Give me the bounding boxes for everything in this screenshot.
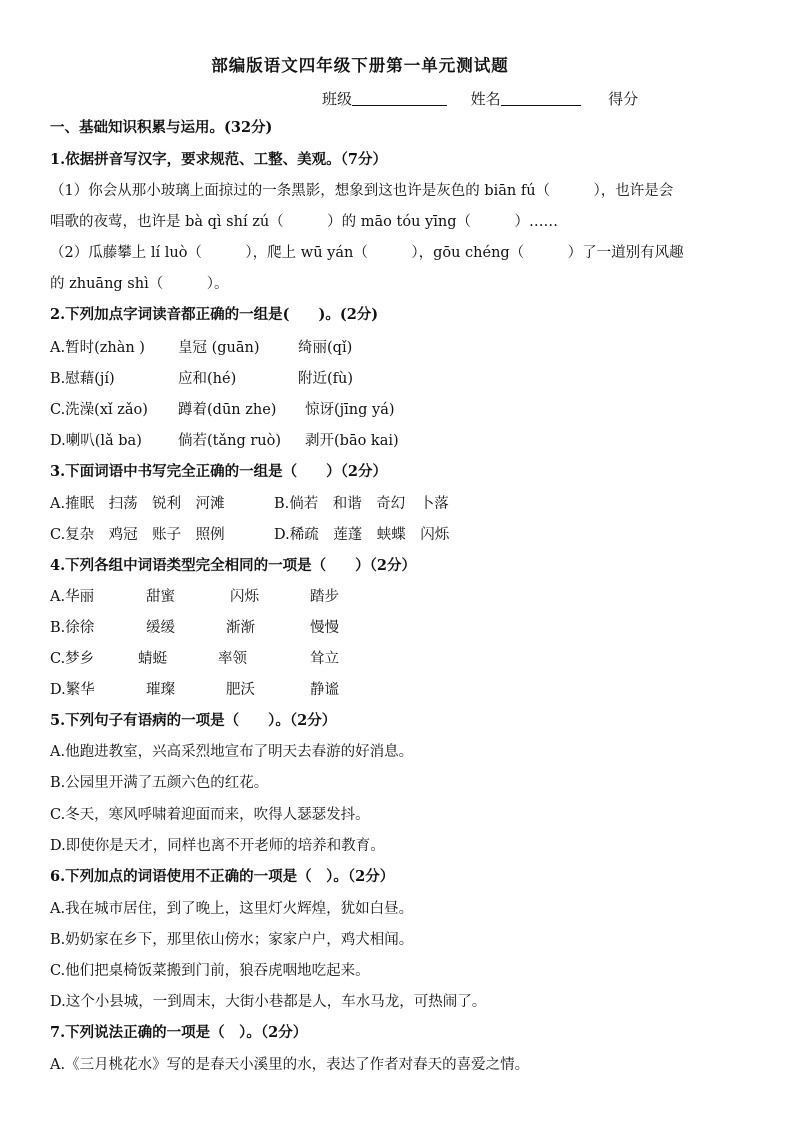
question-6-option-b: B.奶奶家在乡下，那里依山傍水；家家户户，鸡犬相闻。 [50, 932, 414, 948]
student-info [322, 88, 638, 109]
question-1-line-3: （2）瓜藤攀上 lí luò（ ），爬上 wū yán（ ），gōu chéng（ ）了一道别有风趣 [50, 245, 684, 261]
question-4-option-a: A.华丽 甜蜜 闪烁 踏步 [50, 589, 339, 605]
class-label: 班级 [322, 90, 353, 108]
question-4-stem: 4.下列各组中词语类型完全相同的一项是（ ）（2分） [50, 557, 416, 574]
question-5-option-b: B.公园里开满了五颜六色的红花。 [50, 775, 269, 791]
question-6-option-a: A.我在城市居住，到了晚上，这里灯火辉煌，犹如白昼。 [50, 901, 414, 917]
question-1-line-1: （1）你会从那小玻璃上面掠过的一条黑影，想象到这也许是灰色的 biān fú（ ），也许是会 [50, 183, 674, 199]
question-2-stem: 2.下列加点字词读音都正确的一组是( )。(2分) [50, 306, 379, 323]
question-4-option-b: B.徐徐 缓缓 渐渐 慢慢 [50, 620, 339, 636]
question-6-stem: 6.下列加点的词语使用不正确的一项是（ ）。（2分） [50, 868, 395, 885]
section-heading: 一、基础知识积累与运用。(32分) [50, 119, 273, 136]
question-5-stem: 5.下列句子有语病的一项是（ ）。（2分） [50, 712, 337, 729]
question-3-row-1: A.搉眠 扫荡 锐利 河滩 B.倘若 和谐 奇幻 卜落 [50, 496, 449, 512]
question-4-option-c: C.梦乡 蜻蜓 率领 耸立 [50, 651, 339, 667]
question-1-stem: 1.依据拼音写汉字，要求规范、工整、美观。（7分） [50, 151, 387, 168]
name-blank[interactable] [501, 105, 581, 106]
question-2-option-b: B.慰藉(jí) 应和(hé) 附近(fù) [50, 371, 354, 387]
question-1-line-2: 唱歌的夜莺，也许是 bà qì shí zú（ ）的 māo tóu yīng（ ）…… [50, 214, 558, 230]
question-5-option-a: A.他跑进教室，兴高采烈地宣布了明天去春游的好消息。 [50, 744, 414, 760]
question-3-row-2: C.复杂 鸡冠 账子 照例 D.稀疏 莲蓬 蛱蝶 闪烁 [50, 527, 450, 543]
question-7-stem: 7.下列说法正确的一项是（ ）。（2分） [50, 1024, 308, 1041]
class-blank[interactable] [352, 105, 447, 106]
question-7-option-a: A.《三月桃花水》写的是春天小溪里的水，表达了作者对春天的喜爱之情。 [50, 1057, 530, 1073]
question-2-option-d: D.喇叭(lǎ ba) 倘若(tǎng ruò) 剥开(bāo kai) [50, 433, 399, 449]
question-2-option-a: A.暂时(zhàn ) 皇冠 (guān) 绮丽(qǐ) [50, 340, 353, 356]
question-4-option-d: D.繁华 璀璨 肥沃 静谧 [50, 682, 339, 698]
name-label: 姓名 [470, 90, 501, 108]
question-3-stem: 3.下面词语中书写完全正确的一组是（ ）（2分） [50, 463, 387, 480]
question-1-line-4: 的 zhuāng shì（ ）。 [50, 276, 229, 292]
score-label: 得分 [608, 90, 639, 108]
question-6-option-c: C.他们把桌椅饭菜搬到门前，狼吞虎咽地吃起来。 [50, 963, 370, 979]
question-5-option-c: C.冬天，寒风呼啸着迎面而来，吹得人瑟瑟发抖。 [50, 807, 370, 823]
page-title: 部编版语文四年级下册第一单元测试题 [211, 56, 509, 75]
question-2-option-c: C.洗澡(xǐ zǎo) 蹲着(dūn zhe) 惊讶(jīng yá) [50, 402, 395, 418]
question-6-option-d: D.这个小县城，一到周末，大街小巷都是人，车水马龙，可热闹了。 [50, 994, 487, 1010]
question-5-option-d: D.即使你是天才，同样也离不开老师的培养和教育。 [50, 838, 385, 854]
